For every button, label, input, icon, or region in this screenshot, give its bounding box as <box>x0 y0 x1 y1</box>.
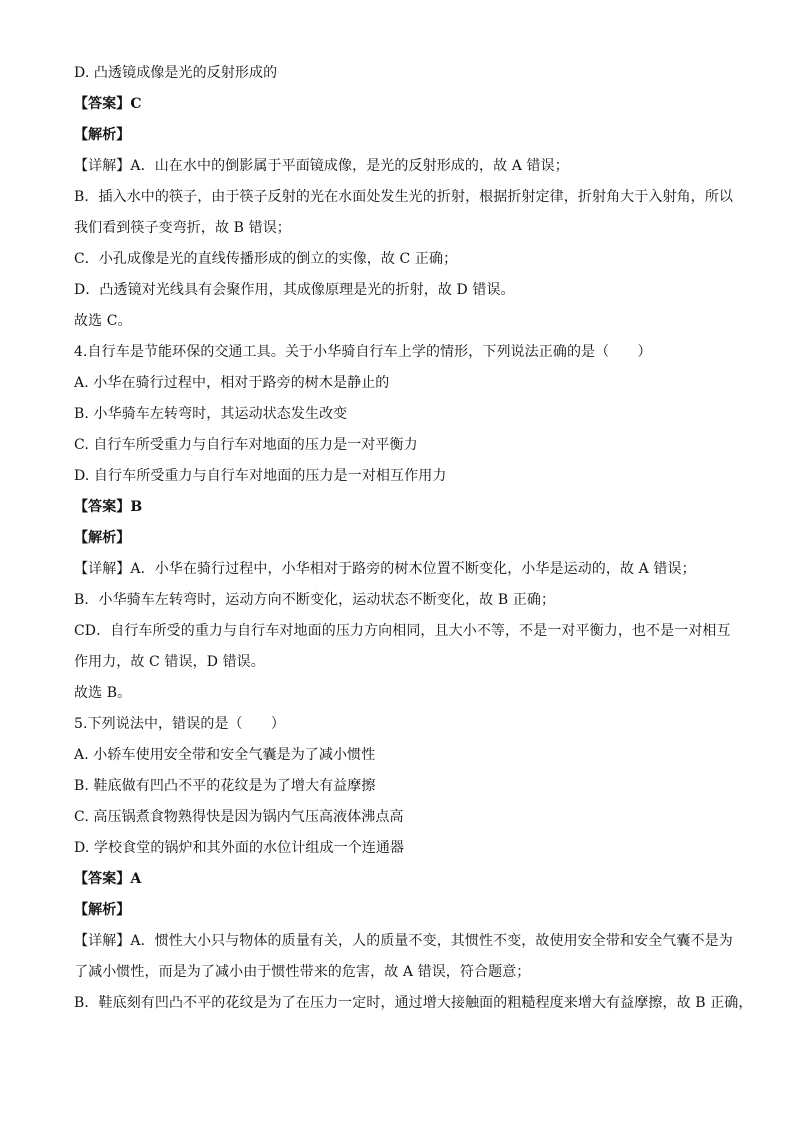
analysis-heading-q5: 【解析】 <box>74 902 131 918</box>
explanation-q4-a: 【详解】A．小华在骑行过程中，小华相对于路旁的树木位置不断变化，小华是运动的，故 A 错误； <box>74 561 696 577</box>
explanation-q5-a: 【详解】A．惯性大小只与物体的质量有关，人的质量不变，其惯性不变，故使用安全带和安全气囊不是为 <box>74 933 733 949</box>
explanation-q4-b: B．小华骑车左转弯时，运动方向不断变化，运动状态不断变化，故 B 正确； <box>74 592 556 608</box>
document-page <box>74 58 753 1019</box>
explanation-q3-c: C．小孔成像是光的直线传播形成的倒立的实像，故 C 正确； <box>74 251 458 267</box>
option-d-q4: D. 自行车所受重力与自行车对地面的压力是一对相互作用力 <box>74 468 447 484</box>
option-b-q4: B. 小华骑车左转弯时，其运动状态发生改变 <box>74 406 348 422</box>
option-b-q5: B. 鞋底做有凹凸不平的花纹是为了增大有益摩擦 <box>74 778 376 794</box>
analysis-heading-q3: 【解析】 <box>74 127 131 143</box>
explanation-q4-cd: CD．自行车所受的重力与自行车对地面的压力方向相同，且大小不等，不是一对平衡力，也不是一对相互 <box>74 623 731 639</box>
explanation-q3-a: 【详解】A．山在水中的倒影属于平面镜成像，是光的反射形成的，故 A 错误； <box>74 158 569 174</box>
explanation-q3-b-cont: 我们看到筷子变弯折，故 B 错误； <box>74 220 291 236</box>
question-5-stem: 5.下列说法中，错误的是（ ） <box>74 716 285 732</box>
explanation-q3-b: B．插入水中的筷子，由于筷子反射的光在水面处发生光的折射，根据折射定律，折射角大于入射角，所以 <box>74 189 733 205</box>
option-c-q5: C. 高压锅煮食物熟得快是因为锅内气压高液体沸点高 <box>74 809 404 825</box>
option-d-q5: D. 学校食堂的锅炉和其外面的水位计组成一个连通器 <box>74 840 405 856</box>
explanation-q3-d: D．凸透镜对光线具有会聚作用，其成像原理是光的折射，故 D 错误。 <box>74 282 515 298</box>
analysis-heading-q4: 【解析】 <box>74 530 131 546</box>
option-a-q4: A. 小华在骑行过程中，相对于路旁的树木是静止的 <box>74 375 390 391</box>
option-d-q3: D. 凸透镜成像是光的反射形成的 <box>74 65 278 81</box>
option-c-q4: C. 自行车所受重力与自行车对地面的压力是一对平衡力 <box>74 437 418 453</box>
conclusion-q4: 故选 B。 <box>74 685 132 701</box>
answer-q5: 【答案】A <box>74 871 142 887</box>
explanation-q4-cd-cont: 作用力，故 C 错误，D 错误。 <box>74 654 265 670</box>
explanation-q5-b: B．鞋底刻有凹凸不平的花纹是为了在压力一定时，通过增大接触面的粗糙程度来增大有益摩擦，故 B 正确， <box>74 995 753 1011</box>
explanation-q5-a-cont: 了减小惯性，而是为了减小由于惯性带来的危害，故 A 错误，符合题意； <box>74 964 531 980</box>
conclusion-q3: 故选 C。 <box>74 313 132 329</box>
answer-q4: 【答案】B <box>74 499 143 515</box>
question-4-stem: 4.自行车是节能环保的交通工具。关于小华骑自行车上学的情形，下列说法正确的是（ ） <box>74 344 652 360</box>
option-a-q5: A. 小轿车使用安全带和安全气囊是为了减小惯性 <box>74 747 376 763</box>
answer-q3: 【答案】C <box>74 96 142 112</box>
